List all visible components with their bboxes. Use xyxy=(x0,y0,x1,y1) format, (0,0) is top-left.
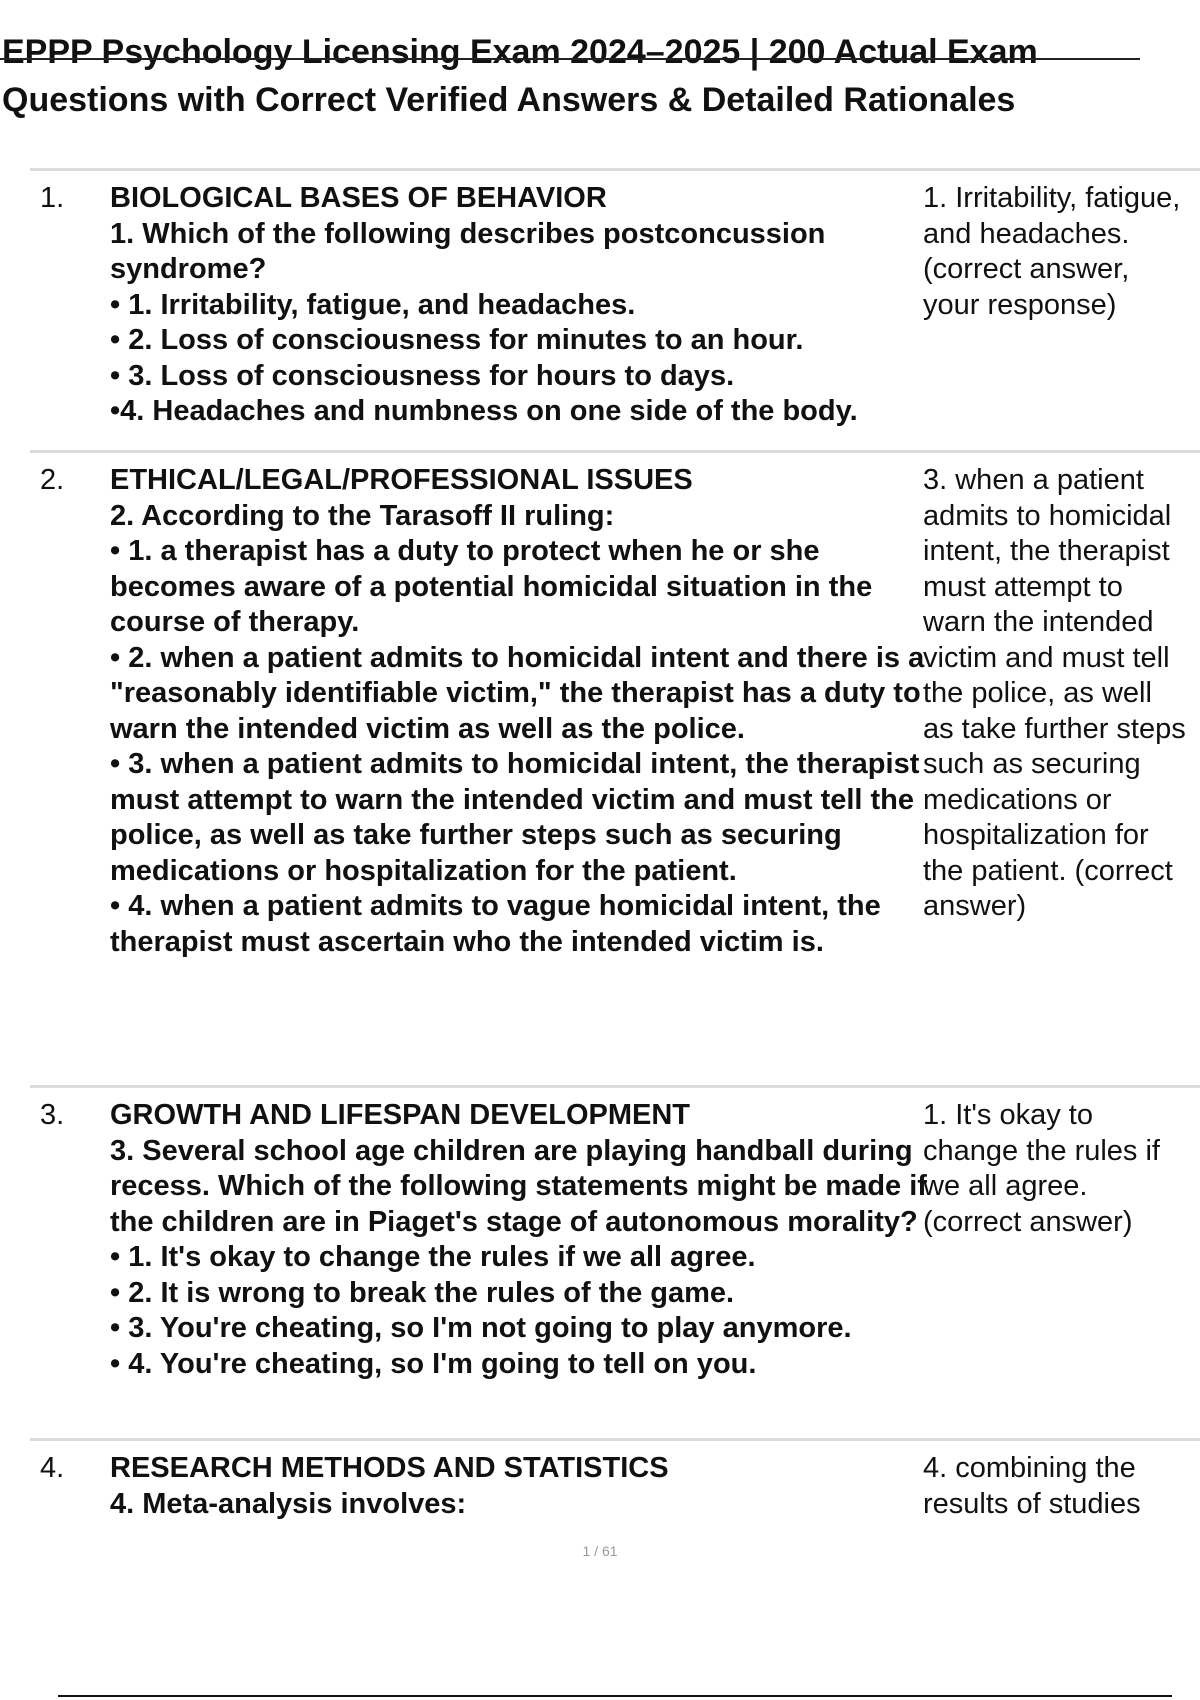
question-row xyxy=(30,1085,1200,1438)
question-body xyxy=(110,1088,940,1396)
question-number: 2. xyxy=(40,464,65,496)
page-indicator: 1 / 61 xyxy=(582,1543,618,1559)
answer-option: • 2. when a patient admits to homicidal intent and there is a "reasonably identifiable victim," the therapist has a duty to warn the intended victim as well as the police. xyxy=(110,641,925,745)
question-topic: RESEARCH METHODS AND STATISTICS xyxy=(110,1452,669,1484)
question-body xyxy=(110,1441,940,1536)
answer-option: • 3. Loss of consciousness for hours to days. xyxy=(110,359,735,392)
answer-option: • 2. It is wrong to break the rules of the game. xyxy=(110,1276,735,1309)
answer-option: • 1. a therapist has a duty to protect when he or she becomes aware of a potential homicidal situation in the course of therapy. xyxy=(110,535,873,638)
question-table xyxy=(30,168,1200,1561)
question-stem: 1. Which of the following describes postconcussion syndrome? xyxy=(110,217,826,285)
document-title xyxy=(2,28,1192,124)
correct-answer: 4. combining the results of studies xyxy=(923,1452,1141,1520)
answer-option: • 1. It's okay to change the rules if we all agree. xyxy=(110,1241,756,1273)
question-topic: ETHICAL/LEGAL/PROFESSIONAL ISSUES xyxy=(110,464,693,496)
correct-answer: 3. when a patient admits to homicidal intent, the therapist must attempt to warn the intended victim and must tell the police, as well as take further steps such as securing medications or hospitalization for the patient. (correct answer) xyxy=(923,464,1186,922)
question-row xyxy=(30,168,1200,450)
answer-option: • 2. Loss of consciousness for minutes to an hour. xyxy=(110,324,804,356)
answer-option: • 3. when a patient admits to homicidal intent, the therapist must attempt to warn the intended victim and must tell the police, as well as take further steps such as securing medications or hospitalization for the patient. xyxy=(110,748,920,887)
answer-option: • 1. Irritability, fatigue, and headaches. xyxy=(110,288,636,321)
answer-option: • 4. You're cheating, so I'm going to tell on you. xyxy=(110,1347,757,1380)
bottom-divider xyxy=(58,1695,1172,1697)
correct-answer: 1. It's okay to change the rules if we all agree. (correct answer) xyxy=(923,1099,1160,1238)
answer-option: • 4. when a patient admits to vague homicidal intent, the therapist must ascertain who the intended victim is. xyxy=(110,890,881,958)
question-topic: BIOLOGICAL BASES OF BEHAVIOR xyxy=(110,182,607,214)
question-row xyxy=(30,450,1200,1085)
question-stem: 2. According to the Tarasoff II ruling: xyxy=(110,499,615,532)
question-stem: 4. Meta-analysis involves: xyxy=(110,1487,467,1520)
question-number: 4. xyxy=(40,1452,65,1484)
title-line-2: Questions with Correct Verified Answers & Detailed Rationales xyxy=(2,81,1016,119)
title-line-1: EPPP Psychology Licensing Exam 2024–2025 | 200 Actual Exam xyxy=(2,33,1038,71)
question-body xyxy=(110,171,940,444)
question-number: 3. xyxy=(40,1099,65,1131)
correct-answer: 1. Irritability, fatigue, and headaches. (correct answer, your response) xyxy=(923,182,1181,321)
title-strike-rule xyxy=(0,58,1140,60)
question-number: 1. xyxy=(40,182,65,214)
question-body xyxy=(110,453,940,974)
answer-option: • 3. You're cheating, so I'm not going to play anymore. xyxy=(110,1312,852,1344)
question-topic: GROWTH AND LIFESPAN DEVELOPMENT xyxy=(110,1099,690,1131)
question-stem: 3. Several school age children are playing handball during recess. Which of the following statements might be made if the children are in Piaget's stage of autonomous morality? xyxy=(110,1134,927,1238)
answer-option: •4. Headaches and numbness on one side of the body. xyxy=(110,395,858,427)
